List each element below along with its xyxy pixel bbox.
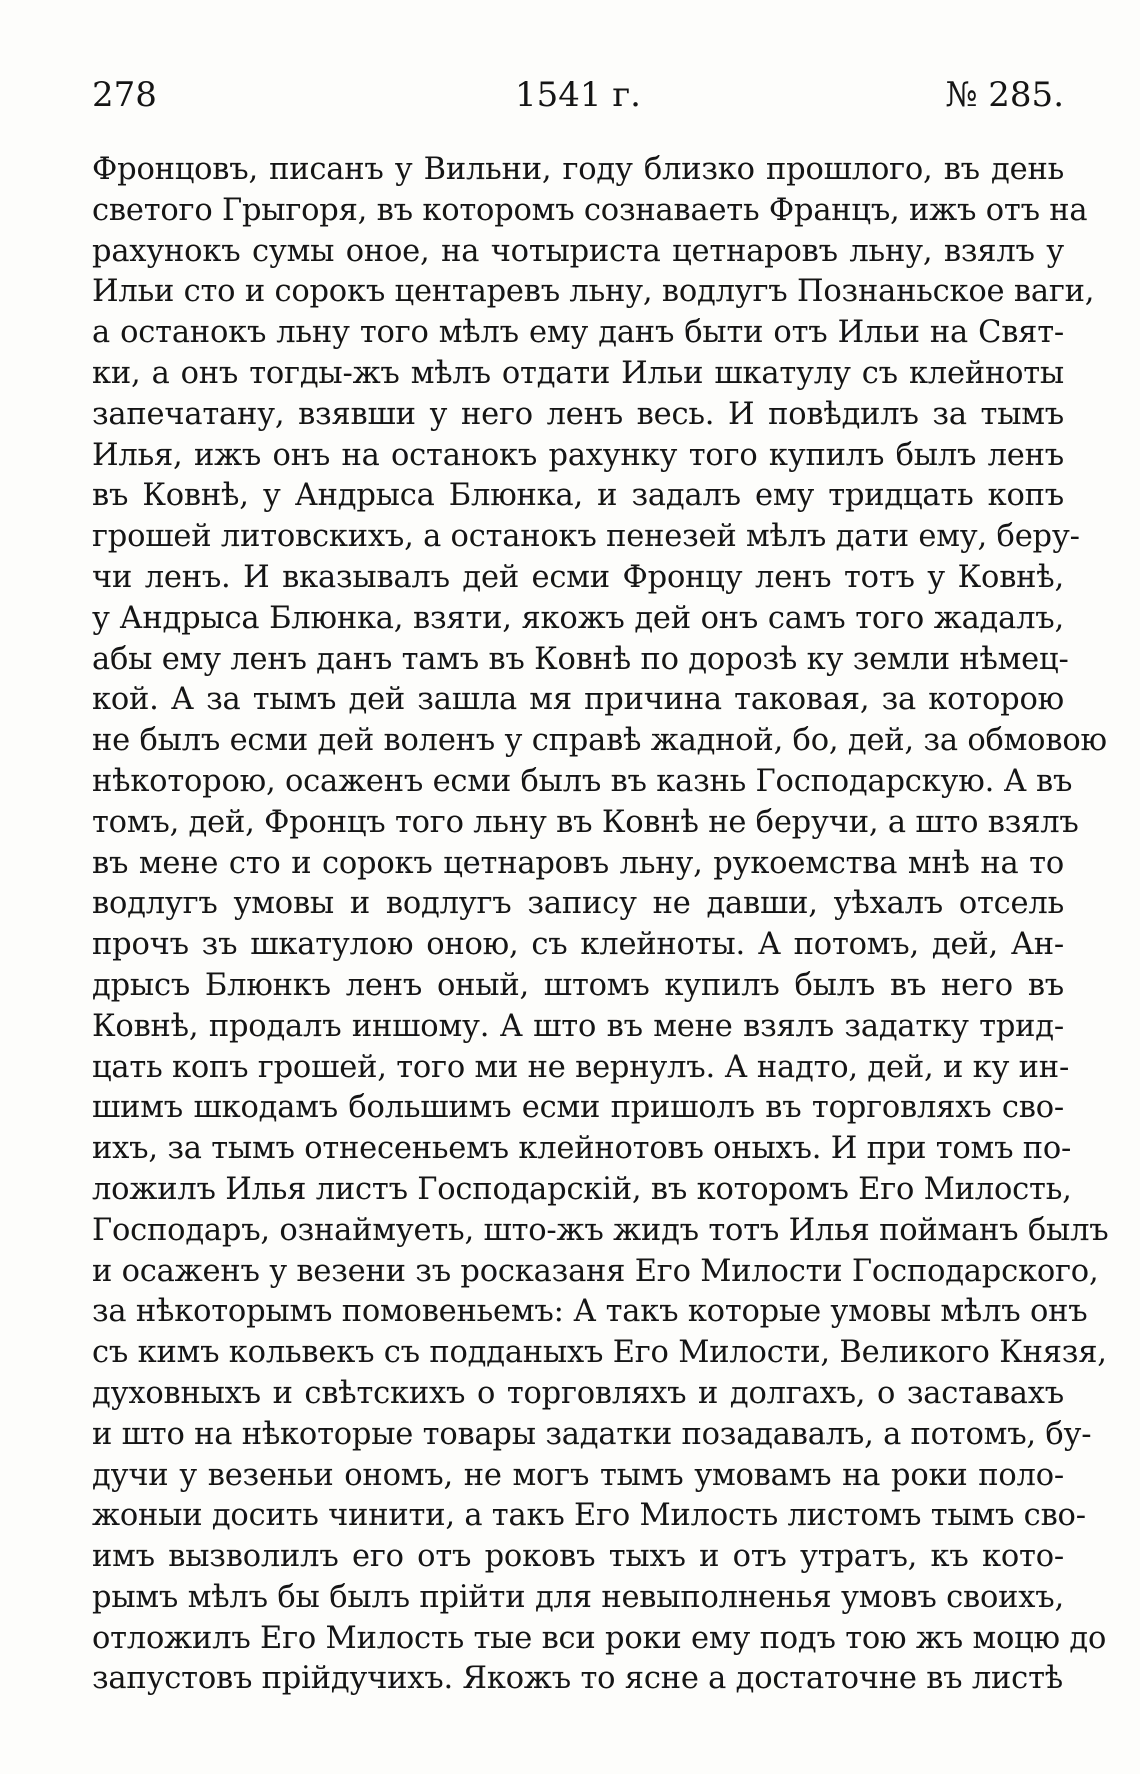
text-line: запустовъ прійдучихъ. Якожъ то ясне а достаточне въ листѣ — [92, 1661, 1063, 1697]
text-line: прочъ зъ шкатулою оною, съ клейноты. А потомъ, дей, Ан- — [92, 927, 1064, 963]
text-line: томъ, дей, Фронцъ того льну въ Ковнѣ не беручи, а што взялъ — [92, 804, 1079, 840]
page-number: 278 — [92, 75, 157, 115]
text-line: Ильи сто и сорокъ центаревъ льну, водлугъ Познаньское ваги, — [92, 274, 1095, 310]
text-line: грошей литовскихъ, а останокъ пенезей мѣлъ дати ему, беру- — [92, 519, 1080, 555]
page-header — [92, 70, 1064, 120]
text-line: рахунокъ сумы оное, на чотыриста цетнаровъ льну, взялъ у — [92, 233, 1064, 269]
body-text — [92, 150, 1109, 1700]
text-line: въ мене сто и сорокъ цетнаровъ льну, рукоемства мнѣ на то — [92, 845, 1064, 881]
text-line: Господаръ, ознаймуеть, што-жъ жидъ тотъ Илья пойманъ былъ — [92, 1212, 1109, 1248]
text-line: у Андрыса Блюнка, взяти, якожъ дей онъ самъ того жадалъ, — [92, 600, 1064, 636]
text-line: ихъ, за тымъ отнесеньемъ клейнотовъ оныхъ. И при томъ по- — [92, 1131, 1072, 1167]
page-year: 1541 г. — [515, 75, 641, 115]
text-line: ки, а онъ тогды-жъ мѣлъ отдати Ильи шкатулу съ клейноты — [92, 355, 1064, 391]
text-line: дрысъ Блюнкъ ленъ оный, штомъ купилъ былъ въ него въ — [92, 967, 1064, 1003]
text-line: дучи у везеньи ономъ, не могъ тымъ умовамъ на роки поло- — [92, 1457, 1064, 1493]
text-line: и што на нѣкоторые товары задатки позадавалъ, а потомъ, бу- — [92, 1416, 1092, 1452]
text-line: кой. А за тымъ дей зашла мя причина таковая, за которою — [92, 682, 1064, 718]
text-line: запечатану, взявши у него ленъ весь. И повѣдилъ за тымъ — [92, 396, 1064, 432]
text-line: чи ленъ. И вказывалъ дей есми Фронцу ленъ тотъ у Ковнѣ, — [92, 559, 1064, 595]
text-line: не былъ есми дей воленъ у справѣ жадной, бо, дей, за обмовою — [92, 723, 1107, 759]
text-line: а останокъ льну того мѣлъ ему данъ быти отъ Ильи на Свят- — [92, 315, 1064, 351]
text-line: въ Ковнѣ, у Андрыса Блюнка, и задалъ ему тридцать копъ — [92, 478, 1064, 514]
text-line: и осаженъ у везени зъ росказаня Его Милости Господарского, — [92, 1253, 1099, 1289]
document-number: № 285. — [945, 75, 1064, 115]
text-line: абы ему ленъ данъ тамъ въ Ковнѣ по дорозѣ ку земли нѣмец- — [92, 641, 1069, 677]
text-line: жоныи досить чинити, а такъ Его Милость листомъ тымъ сво- — [92, 1498, 1086, 1534]
text-line: ложилъ Илья листъ Господарскій, въ которомъ Его Милость, — [92, 1171, 1072, 1207]
text-line: цать копъ грошей, того ми не вернулъ. А надто, дей, и ку ин- — [92, 1049, 1070, 1085]
text-line: съ кимъ кольвекъ съ подданыхъ Его Милости, Великого Князя, — [92, 1335, 1107, 1371]
text-line: отложилъ Его Милость тые вси роки ему подъ тою жъ моцю до — [92, 1620, 1107, 1656]
text-line: за нѣкоторымъ помовеньемъ: А такъ которые умовы мѣлъ онъ — [92, 1294, 1088, 1330]
text-line: нѣкоторою, осаженъ есми былъ въ казнь Господарскую. А въ — [92, 763, 1073, 799]
text-line: шимъ шкодамъ большимъ есми пришолъ въ торговляхъ сво- — [92, 1090, 1064, 1126]
text-line: светого Грыгоря, въ которомъ сознаваеть Францъ, ижъ отъ на — [92, 192, 1088, 228]
text-line: водлугъ умовы и водлугъ запису не давши, уѣхалъ отсель — [92, 886, 1064, 922]
text-line: духовныхъ и свѣтскихъ о торговляхъ и долгахъ, о заставахъ — [92, 1375, 1064, 1411]
text-line: Ковнѣ, продалъ иншому. А што въ мене взялъ задатку трид- — [92, 1008, 1064, 1044]
text-line: имъ вызволилъ его отъ роковъ тыхъ и отъ утратъ, къ кото- — [92, 1539, 1064, 1575]
text-line: рымъ мѣлъ бы былъ прійти для невыполненья умовъ своихъ, — [92, 1579, 1064, 1615]
text-line: Фронцовъ, писанъ у Вильни, году близко прошлого, въ день — [92, 152, 1064, 187]
text-line: Илья, ижъ онъ на останокъ рахунку того купилъ былъ ленъ — [92, 437, 1064, 473]
